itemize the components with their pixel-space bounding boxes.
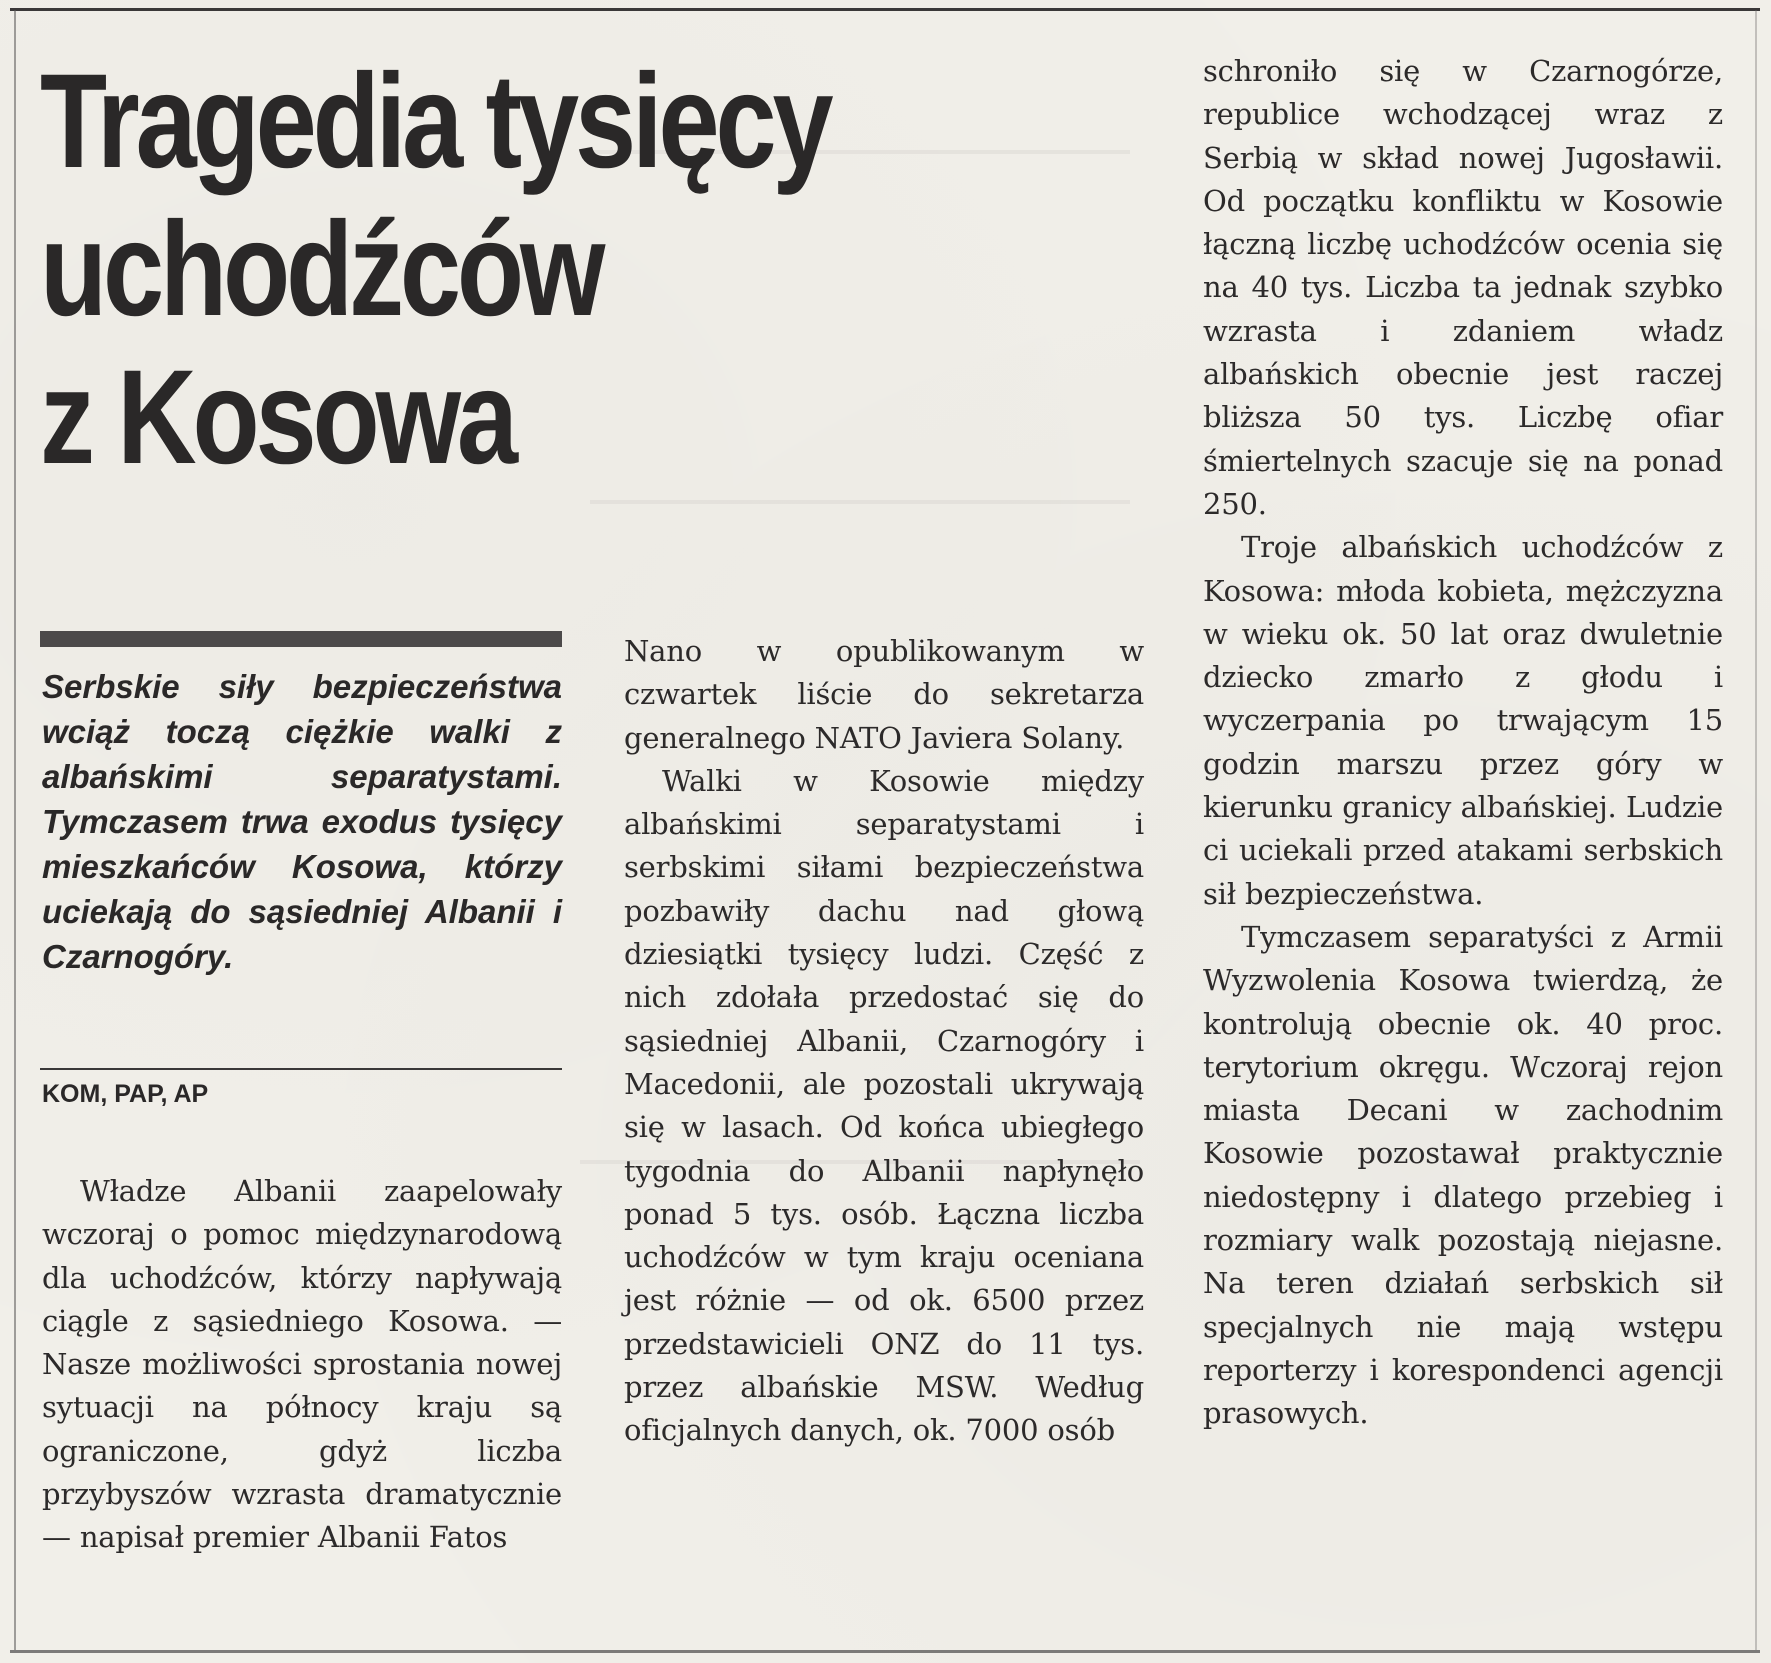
- left-clipping-edge: [14, 10, 16, 1650]
- article-byline: KOM, PAP, AP: [42, 1080, 209, 1108]
- text-column-1: [42, 1170, 562, 1560]
- show-through-line: [590, 500, 1130, 504]
- paragraph: Troje albańskich uchodźców z Kosowa: młoda kobieta, mężczyzna w wieku ok. 50 lat oraz dwuletnie dziecko zmarło z głodu i wyczerpania po trwającym 15 godzin marszu przez góry w kierunku granicy albańskiej. Ludzie ci uciekali przed atakami serbskich sił bezpieczeństwa.: [1203, 530, 1723, 911]
- paragraph: Nano w opublikowanym w czwartek liście do sekretarza generalnego NATO Javiera Solany.: [624, 634, 1144, 755]
- paragraph: schroniło się w Czarnogórze, republice wchodzącej wraz z Serbią w skład nowej Jugosławii. Od początku konfliktu w Kosowie łączną liczbę uchodźców ocenia się na 40 tys. Liczba ta jednak szybko wzrasta i zdaniem władz albańskich obecnie jest raczej bliższa 50 tys. Liczbę ofiar śmiertelnych szacuje się na ponad 250.: [1203, 54, 1723, 521]
- headline-line-1: Tragedia tysięcy: [40, 47, 830, 196]
- article-headline: [40, 48, 983, 492]
- text-column-2: [624, 630, 1144, 1453]
- text-column-3: [1203, 50, 1723, 1436]
- right-clipping-edge: [1755, 10, 1757, 1650]
- bottom-border-rule: [10, 1650, 1760, 1653]
- byline-rule: [40, 1068, 562, 1070]
- paragraph: Walki w Kosowie między albańskimi separatystami i serbskimi siłami bezpieczeństwa pozbawiły dachu nad głową dziesiątki tysięcy ludzi. Część z nich zdołała przedostać się do sąsiedniej Albanii, Czarnogóry i Macedonii, ale pozostali ukrywają się w lasach. Od końca ubiegłego tygodnia do Albanii napłynęło ponad 5 tys. osób. Łączna liczba uchodźców w tym kraju oceniana jest różnie — od ok. 6500 przez przedstawicieli ONZ do 11 tys. przez albańskie MSW. Według oficjalnych danych, ok. 7000 osób: [624, 763, 1144, 1448]
- article-lead: Serbskie siły bezpieczeństwa wciąż toczą ciężkie walki z albańskimi separatystami. Tymczasem trwa exodus tysięcy mieszkańców Kosowa, którzy uciekają do sąsiedniej Albanii i Czarnogóry.: [42, 668, 562, 975]
- paragraph: Tymczasem separatyści z Armii Wyzwolenia Kosowa twierdzą, że kontrolują obecnie ok. 40 proc. terytorium okręgu. Wczoraj rejon miasta Decani w zachodnim Kosowie pozostawał praktycznie niedostępny i dlatego przebieg i rozmiary walk pozostają niejasne. Na teren działań serbskich sił specjalnych nie mają wstępu reporterzy i korespondenci agencji prasowych.: [1203, 919, 1723, 1431]
- headline-line-2: uchodźców: [40, 195, 602, 344]
- headline-line-3: z Kosowa: [40, 343, 514, 492]
- lead-divider-bar: [40, 631, 562, 647]
- top-border-rule: [10, 8, 1760, 11]
- paragraph: Władze Albanii zaapelowały wczoraj o pomoc międzynarodową dla uchodźców, którzy napływają ciągle z sąsiedniego Kosowa. — Nasze możliwości sprostania nowej sytuacji na północy kraju są ograniczone, gdyż liczba przybyszów wzrasta dramatycznie — napisał premier Albanii Fatos: [42, 1174, 562, 1555]
